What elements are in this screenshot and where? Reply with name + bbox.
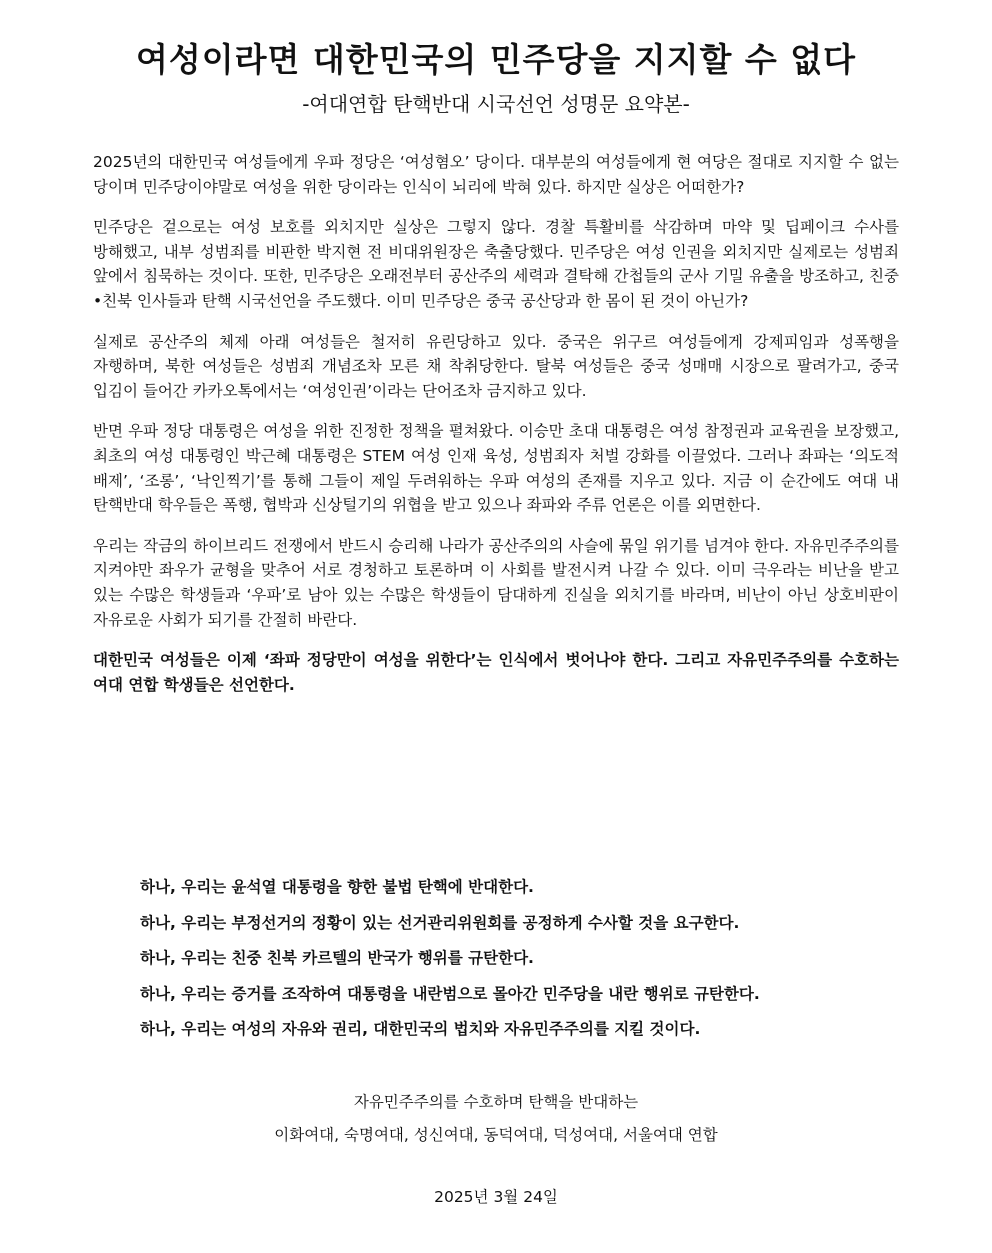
signature-line-2: 이화여대, 숙명여대, 성신여대, 동덕여대, 덕성여대, 서울여대 연합 — [274, 1126, 718, 1144]
body-paragraph: 반면 우파 정당 대통령은 여성을 위한 진정한 정책을 펼쳐왔다. 이승만 초대 대통령은 여성 참정권과 교육권을 보장했고, 최초의 여성 대통령인 박근혜 대통령은 STEM 여성 인재 육성, 성범죄자 처벌 강화를 이끌었다. 그러나 좌파는 ‘의도적 배제’, ‘조롱’, ‘낙인찍기’를 통해 그들이 제일 두려워하는 우파 여성의 존재를 지우고 있다. 지금 이 순간에도 여대 내 탄핵반대 학우들은 폭행, 협박과 신상털기의 위협을 받고 있으나 좌파와 주류 언론은 이를 외면한다. — [93, 422, 899, 515]
body-paragraph: 우리는 작금의 하이브리드 전쟁에서 반드시 승리해 나라가 공산주의의 사슬에 묶일 위기를 넘겨야 한다. 자유민주주의를 지켜야만 좌우가 균형을 맞추어 서로 경청하고 토론하며 이 사회를 발전시켜 나갈 수 있다. 이미 극우라는 비난을 받고 있는 수많은 학생들과 ‘우파’로 남아 있는 수많은 학생들이 담대하게 진실을 외치기를 바라며, 비난이 아닌 상호비판이 자유로운 사회가 되기를 간절히 바란다. — [93, 536, 899, 629]
body-paragraph: 민주당은 겉으로는 여성 보호를 외치지만 실상은 그렇지 않다. 경찰 특활비를 삭감하며 마약 및 딥페이크 수사를 방해했고, 내부 성범죄를 비판한 박지현 전 비대위원장은 축출당했다. 민주당은 여성 인권을 외치지만 실제로는 성범죄 앞에서 침묵하는 것이다. 또한, 민주당은 오래전부터 공산주의 세력과 결탁해 간첩들의 군사 기밀 유출을 방조하고, 친중•친북 인사들과 탄핵 시국선언을 주도했다. 이미 민주당은 중국 공산당과 한 몸이 된 것이 아닌가? — [93, 218, 899, 310]
resolution-item: 하나, 우리는 윤석열 대통령을 향한 불법 탄핵에 반대한다. — [140, 878, 534, 896]
document-subtitle: -여대연합 탄핵반대 시국선언 성명문 요약본- — [302, 92, 690, 116]
signature-line-1: 자유민주주의를 수호하며 탄핵을 반대하는 — [353, 1093, 639, 1111]
resolution-item: 하나, 우리는 증거를 조작하여 대통령을 내란범으로 몰아간 민주당을 내란 행위로 규탄한다. — [140, 984, 760, 1003]
document-body — [93, 150, 899, 713]
resolution-item: 하나, 우리는 부정선거의 정황이 있는 선거관리위원회를 공정하게 수사할 것을 요구한다. — [140, 913, 740, 932]
declaration-paragraph: 대한민국 여성들은 이제 ‘좌파 정당만이 여성을 위한다’는 인식에서 벗어나야 한다. 그리고 자유민주주의를 수호하는 여대 연합 학생들은 선언한다. — [93, 651, 899, 694]
body-paragraph: 실제로 공산주의 체제 아래 여성들은 철저히 유린당하고 있다. 중국은 위구르 여성들에게 강제피임과 성폭행을 자행하며, 북한 여성들은 성범죄 개념조차 모른 채 착취당한다. 탈북 여성들은 중국 성매매 시장으로 팔려가고, 중국 입김이 들어간 카카오톡에서는 ‘여성인권’이라는 단어조차 금지하고 있다. — [93, 332, 899, 400]
document-date: 2025년 3월 24일 — [434, 1188, 558, 1206]
resolution-item: 하나, 우리는 여성의 자유와 권리, 대한민국의 법치와 자유민주주의를 지킬 것이다. — [140, 1020, 701, 1038]
body-paragraph: 2025년의 대한민국 여성들에게 우파 정당은 ‘여성혐오’ 당이다. 대부분의 여성들에게 현 여당은 절대로 지지할 수 없는 당이며 민주당이야말로 여성을 위한 당이라는 인식이 뇌리에 박혀 있다. 하지만 실상은 어떠한가? — [93, 153, 899, 196]
document-title: 여성이라면 대한민국의 민주당을 지지할 수 없다 — [135, 40, 856, 79]
resolution-item: 하나, 우리는 친중 친북 카르텔의 반국가 행위를 규탄한다. — [140, 949, 534, 967]
resolutions-list — [140, 870, 900, 1048]
